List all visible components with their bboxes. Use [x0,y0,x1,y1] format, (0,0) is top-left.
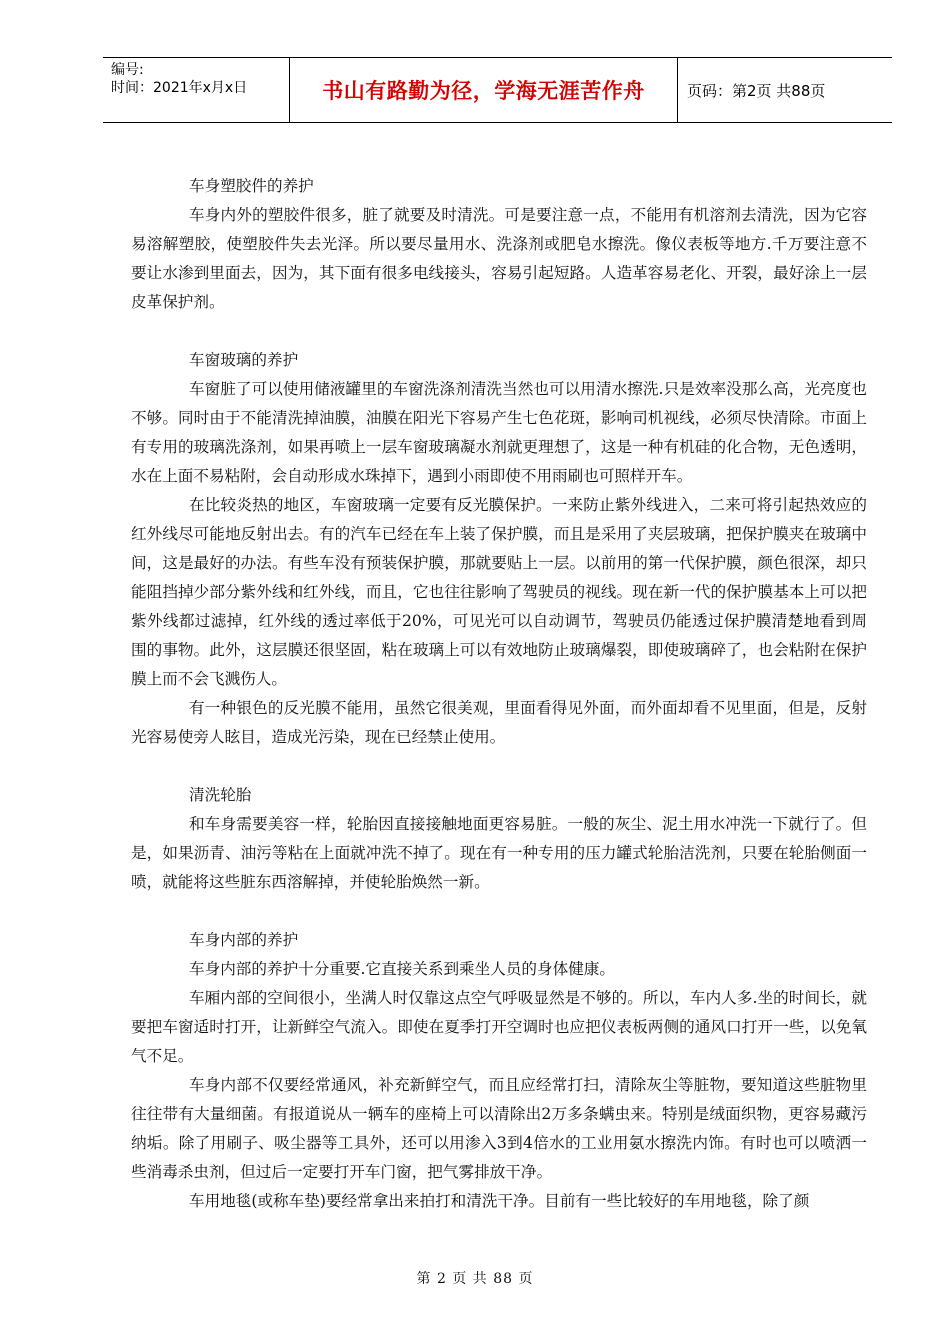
page-header [103,57,892,123]
header-motto: 书山有路勤为径，学海无涯苦作舟 [322,79,645,103]
section-interior-care [131,926,867,1216]
section-heading: 清洗轮胎 [189,786,252,804]
section-tire-cleaning [131,781,867,897]
spacer [131,897,867,926]
spacer [131,317,867,346]
paragraph: 车身内部的养护十分重要.它直接关系到乘坐人员的身体健康。 [189,960,615,978]
header-meta [103,58,289,122]
section-heading: 车身内部的养护 [189,931,299,949]
page-footer: 第 2 页 共 88 页 [416,1271,534,1287]
document-body [131,172,867,1216]
paragraph: 在比较炎热的地区，车窗玻璃一定要有反光膜保护。一来防止紫外线进入，二来可将引起热效应的红外线尽可能地反射出去。有的汽车已经在车上装了保护膜，而且是采用了夹层玻璃，把保护膜夹在玻璃中间，这是最好的办法。有些车没有预装保护膜，那就要贴上一层。以前用的第一代保护膜，颜色很深，却只能阻挡掉少部分紫外线和红外线，而且，它也往往影响了驾驶员的视线。现在新一代的保护膜基本上可以把紫外线都过滤掉，红外线的透过率低于20%，可见光可以自动调节，驾驶员仍能透过保护膜清楚地看到周围的事物。此外，这层膜还很坚固，粘在玻璃上可以有效地防止玻璃爆裂，即使玻璃碎了，也会粘附在保护膜上而不会飞溅伤人。 [131,496,867,688]
section-plastic-care [131,172,867,317]
paragraph: 和车身需要美容一样，轮胎因直接接触地面更容易脏。一般的灰尘、泥土用水冲洗一下就行了。但是，如果沥青、油污等粘在上面就冲洗不掉了。现在有一种专用的压力罐式轮胎洁洗剂，只要在轮胎侧面一喷，就能将这些脏东西溶解掉，并使轮胎焕然一新。 [131,815,867,891]
paragraph: 车厢内部的空间很小，坐满人时仅靠这点空气呼吸显然是不够的。所以，车内人多.坐的时间长，就要把车窗适时打开，让新鲜空气流入。即使在夏季打开空调时也应把仪表板两侧的通风口打开一些，以免氧气不足。 [131,989,867,1065]
paragraph: 车窗脏了可以使用储液罐里的车窗洗涤剂清洗当然也可以用清水擦洗.只是效率没那么高，光亮度也不够。同时由于不能清洗掉油膜，油膜在阳光下容易产生七色花斑，影响司机视线，必须尽快清除。市面上有专用的玻璃洗涤剂，如果再喷上一层车窗玻璃凝水剂就更理想了，这是一种有机硅的化合物，无色透明，水在上面不易粘附，会自动形成水珠掉下，遇到小雨即使不用雨刷也可照样开车。 [131,380,867,485]
document-time-label: 时间：2021年x月x日 [111,80,248,96]
paragraph: 车身内外的塑胶件很多，脏了就要及时清洗。可是要注意一点，不能用有机溶剂去清洗，因为它容易溶解塑胶，使塑胶件失去光泽。所以要尽量用水、洗涤剂或肥皂水擦洗。像仪表板等地方.千万要注意不要让水渗到里面去，因为，其下面有很多电线接头，容易引起短路。人造革容易老化、开裂，最好涂上一层皮革保护剂。 [131,206,867,311]
section-heading: 车窗玻璃的养护 [189,351,299,369]
paragraph: 车身内部不仅要经常通风，补充新鲜空气，而且应经常打扫，清除灰尘等脏物，要知道这些脏物里往往带有大量细菌。有报道说从一辆车的座椅上可以清除出2万多条螨虫来。特别是绒面织物，更容易藏污纳垢。除了用刷子、吸尘器等工具外，还可以用渗入3到4倍水的工业用氨水擦洗内饰。有时也可以喷洒一些消毒杀虫剂，但过后一定要打开车门窗，把气雾排放干净。 [131,1076,867,1181]
paragraph: 车用地毯(或称车垫)要经常拿出来拍打和清洗干净。目前有一些比较好的车用地毯，除了颜 [189,1192,810,1210]
section-heading: 车身塑胶件的养护 [189,177,314,195]
document-number-label: 编号: [111,62,144,78]
paragraph: 有一种银色的反光膜不能用，虽然它很美观，里面看得见外面，而外面却看不见里面，但是，反射光容易使旁人眩目，造成光污染，现在已经禁止使用。 [131,699,867,746]
spacer [131,752,867,781]
header-page-info: 页码：第2页 共88页 [687,81,826,100]
section-window-care [131,346,867,752]
